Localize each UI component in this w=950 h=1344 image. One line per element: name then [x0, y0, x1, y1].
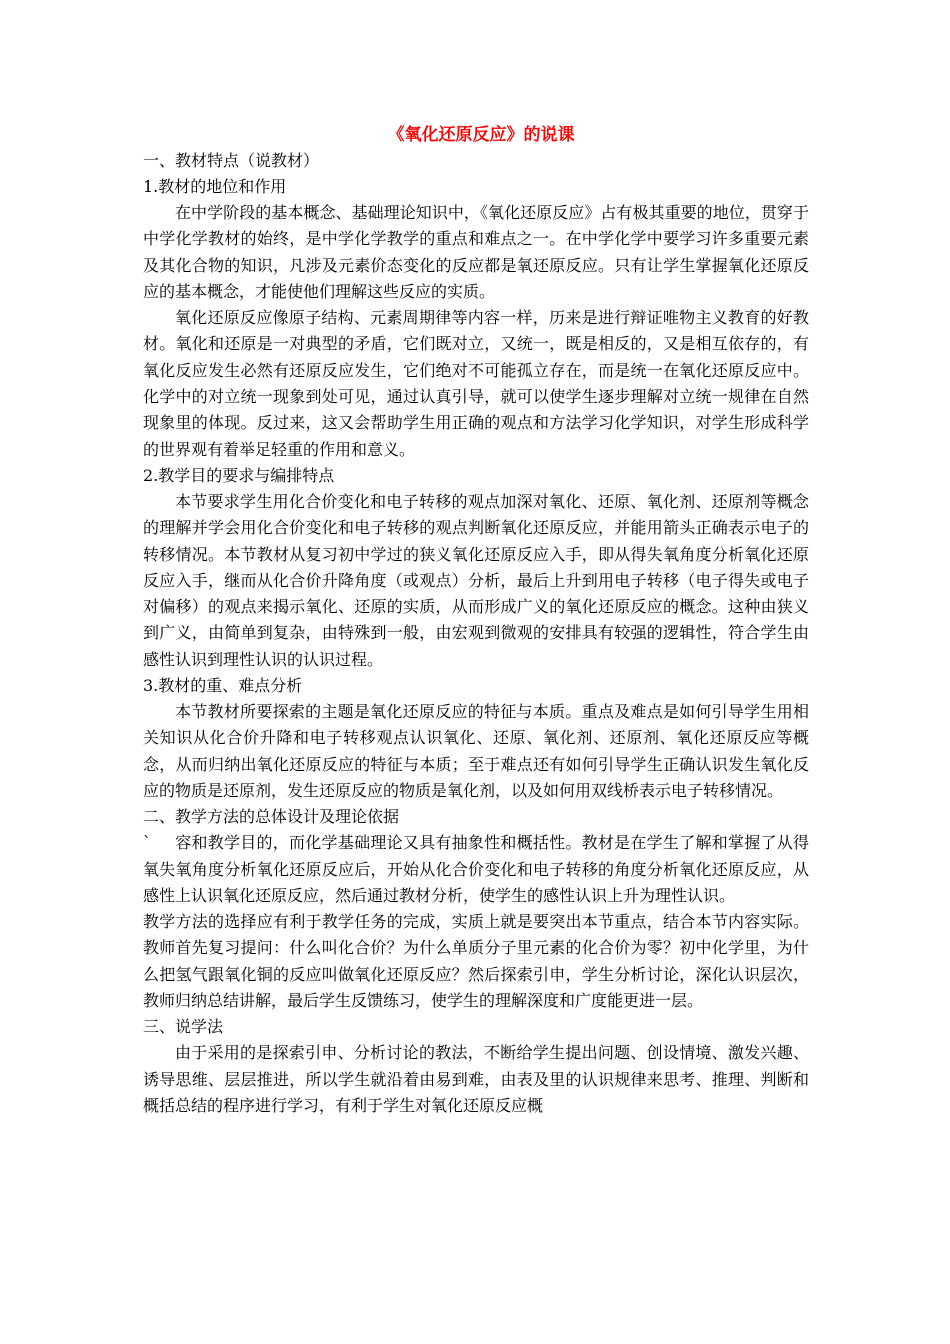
- section-1-3-paragraph-1: 本节教材所要探索的主题是氧化还原反应的特征与本质。重点及难点是如何引导学生用相关知识从化合价升降和电子转移观点认识氧化、还原、氧化剂、还原剂、氧化还原反应等概念，从而归纳出氧化还原反应的特征与本质；至于难点还有如何引导学生正确认识发生氧化反应的物质是还原剂，发生还原反应的物质是氧化剂，以及如何用双线桥表示电子转移情况。: [143, 702, 809, 800]
- section-1-heading: 一、教材特点（说教材）: [143, 151, 320, 170]
- section-1-1-paragraph-1: 在中学阶段的基本概念、基础理论知识中，《氧化还原反应》占有极其重要的地位，贯穿于中学化学教材的始终，是中学化学教学的重点和难点之一。在中学化学中要学习许多重要元素及其化合物的知识，凡涉及元素价态变化的反应都是氧还原反应。只有让学生掌握氧化还原反应的基本概念，才能使他们理解这些反应的实质。: [143, 203, 809, 301]
- section-1-1-paragraph-2: 氧化还原反应像原子结构、元素周期律等内容一样，历来是进行辩证唯物主义教育的好教材。氧化和还原是一对典型的矛盾，它们既对立，又统一，既是相反的，又是相互依存的，有氧化反应发生必然有还原反应发生，它们绝对不可能孤立存在，而是统一在氧化还原反应中。化学中的对立统一现象到处可见，通过认真引导，就可以使学生逐步理解对立统一规律在自然现象里的体现。反过来，这又会帮助学生用正确的观点和方法学习化学知识，对学生形成科学的世界观有着举足轻重的作用和意义。: [143, 308, 809, 459]
- section-3-heading: 三、说学法: [143, 1017, 224, 1037]
- section-1-3-heading: 3.教材的重、难点分析: [143, 676, 303, 696]
- section-1-1-heading: 1.教材的地位和作用: [143, 177, 287, 196]
- backtick-mark: `: [143, 833, 151, 853]
- section-2-paragraph-1: [143, 830, 809, 909]
- section-1-2-paragraph-1: 本节要求学生用化合价变化和电子转移的观点加深对氧化、还原、氧化剂、还原剂等概念的理解并学会用化合价变化和电子转移的观点判断氧化还原反应，并能用箭头正确表示电子的转移情况。本节教材从复习初中学过的狭义氧化还原反应入手，即从得失氧角度分析氧化还原反应入手，继而从化合价升降角度（或观点）分析，最后上升到用电子转移（电子得失或电子对偏移）的观点来揭示氧化、还原的实质，从而形成广义的氧化还原反应的概念。这种由狭义到广义，由简单到复杂，由特殊到一般，由宏观到微观的安排具有较强的逻辑性，符合学生由感性认识到理性认识的认识过程。: [143, 491, 809, 669]
- document-title: 《氧化还原反应》的说课: [387, 125, 575, 145]
- section-2-heading: 二、教学方法的总体设计及理论依据: [143, 807, 400, 827]
- section-2-paragraph-1-text: 容和教学目的，而化学基础理论又具有抽象性和概括性。教材是在学生了解和掌握了从得氧失氧角度分析氧化还原反应后，开始从化合价变化和电子转移的角度分析氧化还原反应，从感性上认识氧化还原反应，然后通过教材分析，使学生的感性认识上升为理性认识。: [143, 833, 809, 905]
- section-2-paragraph-2: 教学方法的选择应有利于教学任务的完成，实质上就是要突出本节重点，结合本节内容实际。教师首先复习提问：什么叫化合价？为什么单质分子里元素的化合价为零？初中化学里，为什么把氢气跟氧化铜的反应叫做氧化还原反应？然后探索引申，学生分析讨论，深化认识层次，教师归纳总结讲解，最后学生反馈练习，使学生的理解深度和广度能更进一层。: [143, 912, 809, 1011]
- section-3-paragraph-1: 由于采用的是探索引申、分析讨论的教法，不断给学生提出问题、创设情境、激发兴趣、诱导思维、层层推进，所以学生就沿着由易到难，由表及里的认识规律来思考、推理、判断和概括总结的程序进行学习，有利于学生对氧化还原反应概: [143, 1043, 809, 1115]
- document-page: [143, 122, 809, 1119]
- section-1-2-heading: 2.教学目的要求与编排特点: [143, 465, 335, 485]
